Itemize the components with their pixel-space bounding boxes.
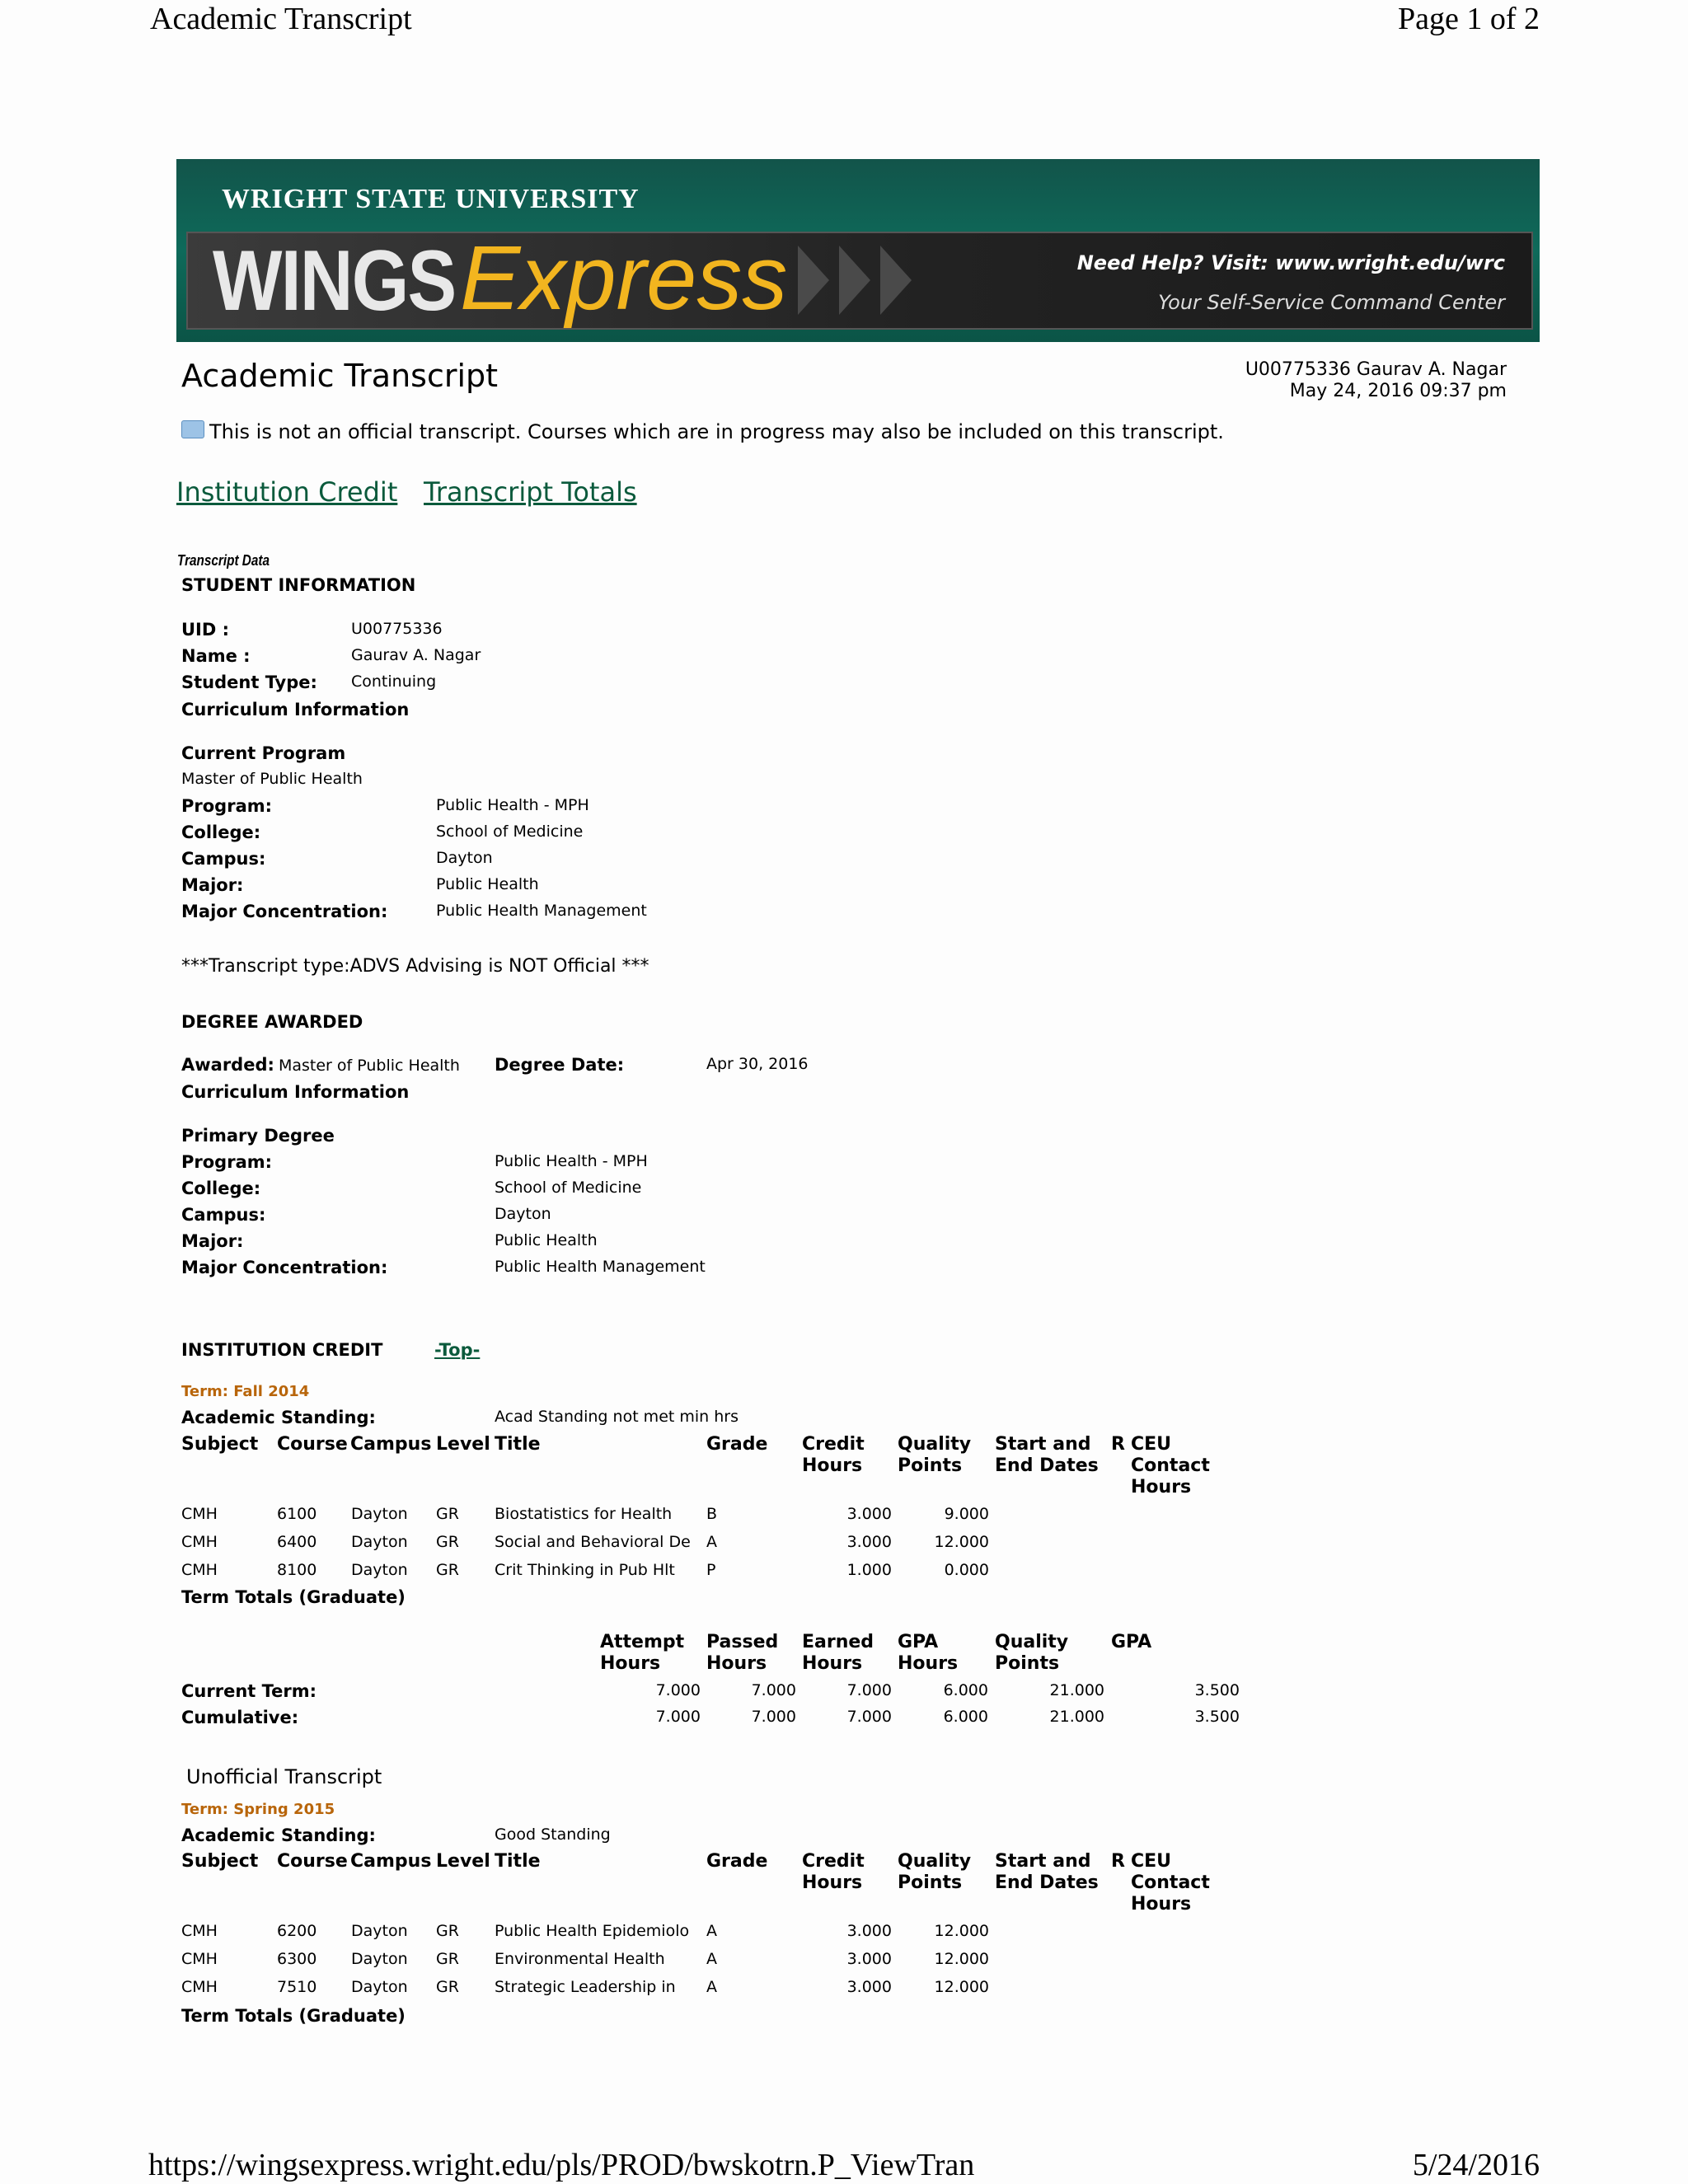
student-info-heading: STUDENT INFORMATION [181, 575, 416, 595]
course-subject: CMH [181, 1922, 218, 1940]
primary-degree-label: Primary Degree [181, 1126, 335, 1146]
course-grade: P [706, 1561, 716, 1579]
totals-earned: 7.000 [846, 1708, 892, 1726]
totals-passed: 7.000 [751, 1681, 796, 1699]
course-quality: 12.000 [934, 1533, 989, 1551]
col-gpa: GPA [1111, 1632, 1152, 1652]
transcript-totals-link[interactable]: Transcript Totals [424, 476, 637, 508]
course-quality: 12.000 [934, 1922, 989, 1940]
major-value: Public Health [436, 875, 539, 893]
course-number: 6200 [277, 1922, 317, 1940]
course-subject: CMH [181, 1505, 218, 1523]
express-logo-text: Express [460, 227, 788, 329]
course-title: Environmental Health [495, 1950, 665, 1968]
page-title: Academic Transcript [181, 358, 499, 394]
course-grade: A [706, 1950, 717, 1968]
course-credit: 3.000 [846, 1533, 892, 1551]
student-type-label: Student Type: [181, 673, 317, 692]
term-fall-2014: Term: Fall 2014 [181, 1383, 310, 1400]
chevron-icon [798, 246, 829, 315]
advising-note: ***Transcript type:ADVS Advising is NOT Official *** [181, 956, 649, 977]
print-footer-url: https://wingsexpress.wright.edu/pls/PROD/bwskotrn.P_ViewTran [148, 2148, 975, 2182]
current-program-label: Current Program [181, 743, 346, 763]
col-quality: Quality Points [898, 1434, 972, 1476]
course-quality: 9.000 [944, 1505, 989, 1523]
degree-concentration-label: Major Concentration: [181, 1258, 388, 1277]
user-timestamp: May 24, 2016 09:37 pm [1289, 381, 1507, 401]
major-concentration-value: Public Health Management [436, 902, 647, 920]
course-credit: 1.000 [846, 1561, 892, 1579]
col-course: Course [277, 1434, 348, 1455]
col-attempt-hours: Attempt Hours [600, 1632, 685, 1674]
major-label: Major: [181, 875, 244, 895]
totals-gpa: 3.500 [1194, 1708, 1240, 1726]
course-campus: Dayton [351, 1533, 408, 1551]
col-ceu: CEU Contact Hours [1131, 1851, 1210, 1915]
course-title: Biostatistics for Health [495, 1505, 673, 1523]
col-credit: Credit Hours [802, 1851, 865, 1893]
course-number: 6100 [277, 1505, 317, 1523]
academic-standing-value: Acad Standing not met min hrs [495, 1408, 738, 1426]
col-campus: Campus [350, 1851, 432, 1872]
totals-label: Current Term: [181, 1681, 317, 1701]
degree-date-value: Apr 30, 2016 [706, 1055, 809, 1073]
col-dates: Start and End Dates [995, 1434, 1099, 1476]
col-level: Level [436, 1434, 490, 1455]
degree-date-label: Degree Date: [495, 1055, 625, 1075]
course-subject: CMH [181, 1978, 218, 1996]
degree-heading: DEGREE AWARDED [181, 1012, 363, 1032]
course-grade: A [706, 1533, 717, 1551]
course-credit: 3.000 [846, 1505, 892, 1523]
degree-concentration-value: Public Health Management [495, 1258, 706, 1276]
col-ceu: CEU Contact Hours [1131, 1434, 1210, 1497]
name-label: Name : [181, 646, 251, 666]
top-link[interactable]: -Top- [434, 1340, 481, 1360]
course-title: Social and Behavioral De [495, 1533, 691, 1551]
course-credit: 3.000 [846, 1922, 892, 1940]
col-passed-hours: Passed Hours [706, 1632, 779, 1674]
course-number: 6400 [277, 1533, 317, 1551]
transcript-data-label: Transcript Data [177, 552, 270, 569]
totals-passed: 7.000 [751, 1708, 796, 1726]
curriculum-heading: Curriculum Information [181, 700, 410, 719]
degree-campus-value: Dayton [495, 1205, 551, 1223]
totals-gpa: 3.500 [1194, 1681, 1240, 1699]
term-spring-2015: Term: Spring 2015 [181, 1801, 335, 1818]
course-grade: B [706, 1505, 718, 1523]
col-title: Title [495, 1851, 541, 1872]
chevron-icon [839, 246, 870, 315]
degree-awarded: Awarded: Master of Public Health [181, 1055, 460, 1075]
institution-credit-link[interactable]: Institution Credit [176, 476, 398, 508]
term-totals-heading: Term Totals (Graduate) [181, 1587, 406, 1607]
col-subject: Subject [181, 1434, 259, 1455]
student-type-value: Continuing [351, 673, 437, 691]
program-label: Program: [181, 796, 273, 816]
wings-logo-text: WINGS [213, 233, 456, 329]
chevron-icon [880, 246, 912, 315]
totals-quality: 21.000 [1049, 1708, 1104, 1726]
totals-earned: 7.000 [846, 1681, 892, 1699]
major-concentration-label: Major Concentration: [181, 902, 388, 921]
unofficial-transcript-label: Unofficial Transcript [186, 1765, 382, 1788]
print-header-title: Academic Transcript [150, 2, 412, 36]
course-level: GR [436, 1950, 459, 1968]
col-grade: Grade [706, 1851, 768, 1872]
col-title: Title [495, 1434, 541, 1455]
col-campus: Campus [350, 1434, 432, 1455]
uid-label: UID : [181, 620, 230, 640]
course-subject: CMH [181, 1561, 218, 1579]
course-level: GR [436, 1978, 459, 1996]
course-campus: Dayton [351, 1922, 408, 1940]
course-campus: Dayton [351, 1978, 408, 1996]
course-level: GR [436, 1922, 459, 1940]
print-header-page: Page 1 of 2 [1397, 2, 1540, 36]
campus-value: Dayton [436, 849, 493, 867]
degree-major-value: Public Health [495, 1231, 598, 1249]
college-value: School of Medicine [436, 823, 584, 841]
totals-gpa-hours: 6.000 [943, 1708, 988, 1726]
col-grade: Grade [706, 1434, 768, 1455]
help-text: Need Help? Visit: www.wright.edu/wrc [1076, 251, 1505, 274]
course-level: GR [436, 1533, 459, 1551]
current-program-value: Master of Public Health [181, 770, 363, 788]
uid-value: U00775336 [351, 620, 443, 638]
program-value: Public Health - MPH [436, 796, 589, 814]
col-level: Level [436, 1851, 490, 1872]
academic-standing-label: Academic Standing: [181, 1825, 376, 1845]
col-quality: Quality Points [898, 1851, 972, 1893]
course-quality: 12.000 [934, 1978, 989, 1996]
course-title: Crit Thinking in Pub Hlt [495, 1561, 675, 1579]
course-grade: A [706, 1978, 717, 1996]
course-title: Public Health Epidemiolo [495, 1922, 690, 1940]
course-subject: CMH [181, 1533, 218, 1551]
col-r: R [1111, 1434, 1125, 1455]
course-level: GR [436, 1561, 459, 1579]
course-quality: 0.000 [944, 1561, 989, 1579]
course-grade: A [706, 1922, 717, 1940]
banner-strip [186, 227, 1533, 330]
course-campus: Dayton [351, 1505, 408, 1523]
totals-attempt: 7.000 [655, 1681, 701, 1699]
degree-program-label: Program: [181, 1152, 273, 1172]
course-number: 8100 [277, 1561, 317, 1579]
totals-gpa-hours: 6.000 [943, 1681, 988, 1699]
col-r: R [1111, 1851, 1125, 1872]
totals-attempt: 7.000 [655, 1708, 701, 1726]
academic-standing-label: Academic Standing: [181, 1408, 376, 1427]
course-number: 6300 [277, 1950, 317, 1968]
info-icon [181, 420, 204, 438]
degree-college-value: School of Medicine [495, 1179, 642, 1197]
col-course: Course [277, 1851, 348, 1872]
college-label: College: [181, 823, 261, 842]
course-quality: 12.000 [934, 1950, 989, 1968]
course-campus: Dayton [351, 1950, 408, 1968]
institution-credit-heading: INSTITUTION CREDIT [181, 1340, 383, 1360]
term-totals-heading: Term Totals (Graduate) [181, 2006, 406, 2026]
course-number: 7510 [277, 1978, 317, 1996]
course-credit: 3.000 [846, 1978, 892, 1996]
degree-college-label: College: [181, 1179, 261, 1198]
col-quality-points: Quality Points [995, 1632, 1069, 1674]
col-gpa-hours: GPA Hours [898, 1632, 959, 1674]
info-message: This is not an official transcript. Courses which are in progress may also be included on this transcript. [181, 420, 1224, 443]
course-level: GR [436, 1505, 459, 1523]
col-earned-hours: Earned Hours [802, 1632, 874, 1674]
university-name: WRIGHT STATE UNIVERSITY [222, 184, 640, 214]
tagline-text: Your Self-Service Command Center [1158, 291, 1505, 314]
print-footer-date: 5/24/2016 [1412, 2148, 1540, 2182]
user-id-name: U00775336 Gaurav A. Nagar [1245, 359, 1507, 380]
totals-quality: 21.000 [1049, 1681, 1104, 1699]
degree-program-value: Public Health - MPH [495, 1152, 648, 1170]
course-subject: CMH [181, 1950, 218, 1968]
col-subject: Subject [181, 1851, 259, 1872]
degree-major-label: Major: [181, 1231, 244, 1251]
col-dates: Start and End Dates [995, 1851, 1099, 1893]
wings-express-banner [176, 159, 1540, 342]
course-title: Strategic Leadership in [495, 1978, 676, 1996]
course-campus: Dayton [351, 1561, 408, 1579]
campus-label: Campus: [181, 849, 266, 869]
degree-campus-label: Campus: [181, 1205, 266, 1225]
academic-standing-value: Good Standing [495, 1825, 611, 1844]
totals-label: Cumulative: [181, 1708, 299, 1727]
course-credit: 3.000 [846, 1950, 892, 1968]
col-credit: Credit Hours [802, 1434, 865, 1476]
name-value: Gaurav A. Nagar [351, 646, 481, 664]
degree-curriculum-heading: Curriculum Information [181, 1082, 410, 1102]
